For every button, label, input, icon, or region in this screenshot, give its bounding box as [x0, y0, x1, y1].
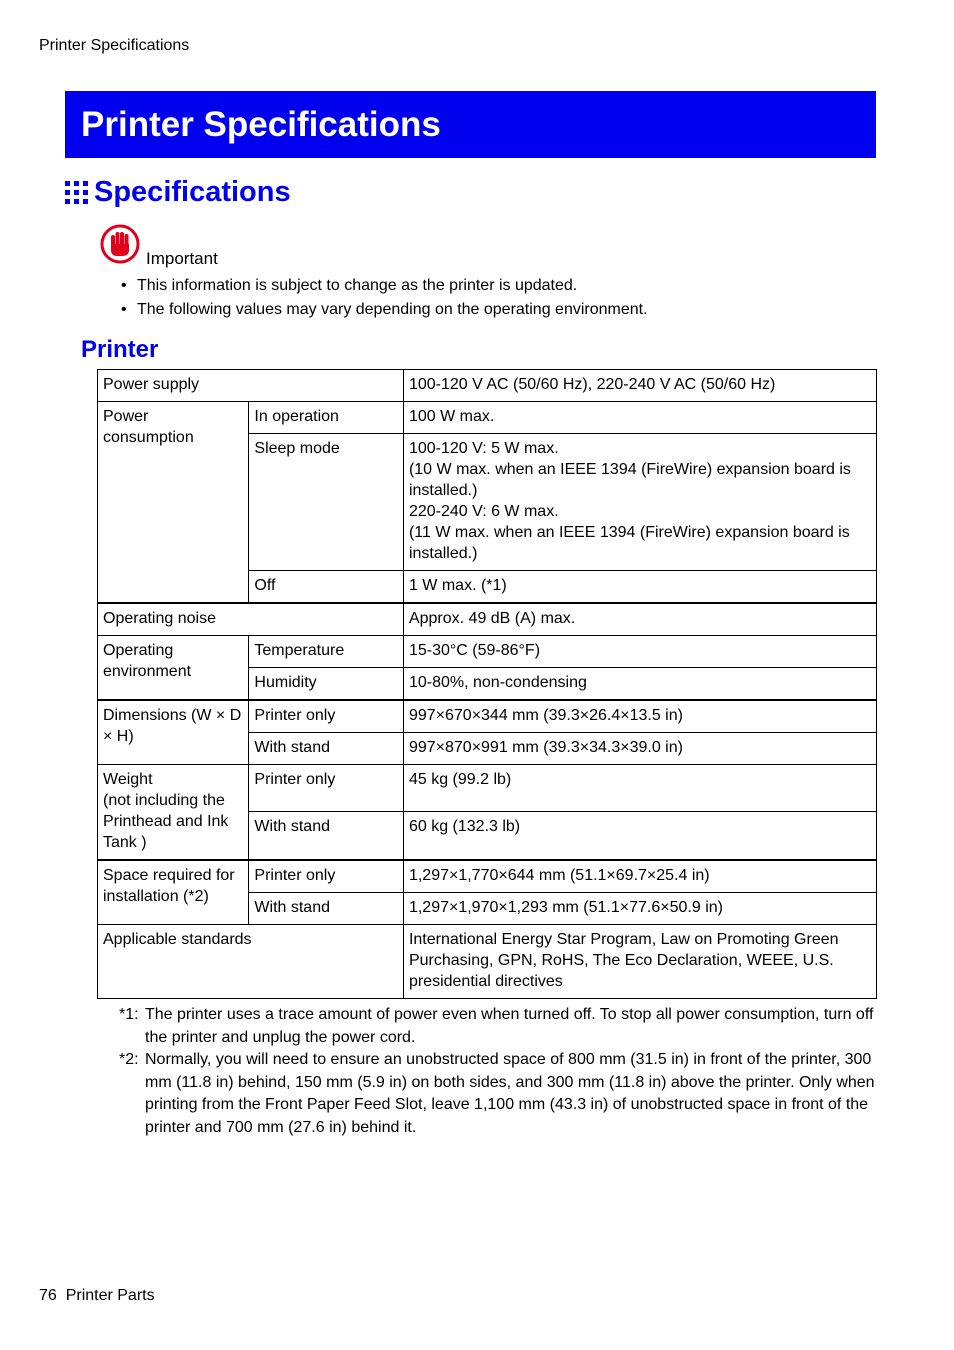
cell-line: (10 W max. when an IEEE 1394 (FireWire) expansion board is installed.)	[408, 461, 851, 499]
subheading-printer: Printer	[81, 336, 159, 363]
table-cell: Temperature	[249, 636, 404, 668]
cell-line: 100-120 V: 5 W max.	[408, 440, 559, 457]
table-cell: 100 W max.	[403, 402, 876, 434]
footnote-mark: *2:	[119, 1051, 139, 1068]
cell-line: (11 W max. when an IEEE 1394 (FireWire) expansion board is installed.)	[408, 524, 850, 562]
footnote-text: Normally, you will need to ensure an unobstructed space of 800 mm (31.5 in) in front of the printer, 300 mm (11.8 in) behind, 150 mm (5.9 in) on both sides, and 300 mm (11.8 in) above the printer. Only when printing from the Front Paper Feed Slot, leave 1,100 mm (43.3 in) of unobstructed space in front of the printer and 700 mm (27.6 in) behind it.	[145, 1051, 875, 1136]
table-cell: 1,297×1,770×644 mm (51.1×69.7×25.4 in)	[403, 860, 876, 893]
cell-line: (not including the Printhead and Ink Tank )	[103, 792, 229, 851]
table-row	[98, 925, 877, 999]
spec-table	[97, 369, 877, 999]
table-cell: In operation	[249, 402, 404, 434]
table-cell: 1,297×1,970×1,293 mm (51.1×77.6×50.9 in)	[403, 893, 876, 925]
table-cell: Printer only	[249, 860, 404, 893]
table-cell: With stand	[249, 812, 404, 860]
footnote-mark: *1:	[119, 1006, 139, 1023]
table-row	[98, 636, 877, 668]
table-cell: Power supply	[98, 370, 404, 402]
table-cell: With stand	[249, 733, 404, 765]
table-row	[98, 370, 877, 402]
table-cell: Humidity	[249, 668, 404, 701]
table-cell: Printer only	[249, 765, 404, 812]
table-row	[98, 603, 877, 636]
table-cell: Off	[249, 571, 404, 604]
table-row	[98, 765, 877, 812]
list-item: • This information is subject to change as the printer is updated.	[119, 274, 648, 298]
table-cell: Operating noise	[98, 603, 404, 636]
page-title: Printer Specifications	[81, 105, 441, 144]
table-cell: Dimensions (W × D × H)	[98, 700, 249, 765]
table-cell: Sleep mode	[249, 434, 404, 571]
table-cell: Space required for installation (*2)	[98, 860, 249, 925]
table-row	[98, 700, 877, 733]
page-footer	[39, 1287, 155, 1305]
table-cell: 1 W max. (*1)	[403, 571, 876, 604]
table-cell: Approx. 49 dB (A) max.	[403, 603, 876, 636]
table-cell: Operating environment	[98, 636, 249, 701]
table-cell: 15-30°C (59-86°F)	[403, 636, 876, 668]
section-title: Specifications	[94, 176, 291, 208]
important-callout	[100, 224, 218, 268]
footnote	[119, 1049, 879, 1139]
title-bar	[65, 91, 876, 158]
table-cell	[98, 765, 249, 861]
table-cell: With stand	[249, 893, 404, 925]
table-row	[98, 402, 877, 434]
stop-hand-icon	[100, 224, 140, 264]
table-row	[98, 860, 877, 893]
table-cell: 45 kg (99.2 lb)	[403, 765, 876, 812]
table-cell: 997×870×991 mm (39.3×34.3×39.0 in)	[403, 733, 876, 765]
table-cell: 10-80%, non-condensing	[403, 668, 876, 701]
footnote	[119, 1004, 879, 1049]
table-cell	[403, 434, 876, 571]
page-number: 76	[39, 1287, 57, 1304]
table-cell: 997×670×344 mm (39.3×26.4×13.5 in)	[403, 700, 876, 733]
footnotes	[119, 1004, 879, 1139]
table-cell: Power consumption	[98, 402, 249, 604]
table-cell: Applicable standards	[98, 925, 404, 999]
list-item: • The following values may vary depending on the operating environment.	[119, 298, 648, 322]
important-notes	[119, 274, 648, 322]
running-head: Printer Specifications	[39, 37, 190, 54]
table-cell: 100-120 V AC (50/60 Hz), 220-240 V AC (50/60 Hz)	[403, 370, 876, 402]
table-cell: 60 kg (132.3 lb)	[403, 812, 876, 860]
table-cell: Printer only	[249, 700, 404, 733]
footer-section: Printer Parts	[65, 1287, 155, 1304]
grid-icon	[65, 181, 88, 204]
cell-line: 220-240 V: 6 W max.	[408, 503, 559, 520]
section-heading	[65, 176, 291, 209]
cell-line: Weight	[103, 771, 153, 788]
important-label: Important	[146, 249, 218, 268]
table-cell: International Energy Star Program, Law on Promoting Green Purchasing, GPN, RoHS, The Eco Declaration, WEEE, U.S. presidential directives	[403, 925, 876, 999]
footnote-text: The printer uses a trace amount of power even when turned off. To stop all power consumption, turn off the printer and unplug the power cord.	[145, 1006, 874, 1046]
